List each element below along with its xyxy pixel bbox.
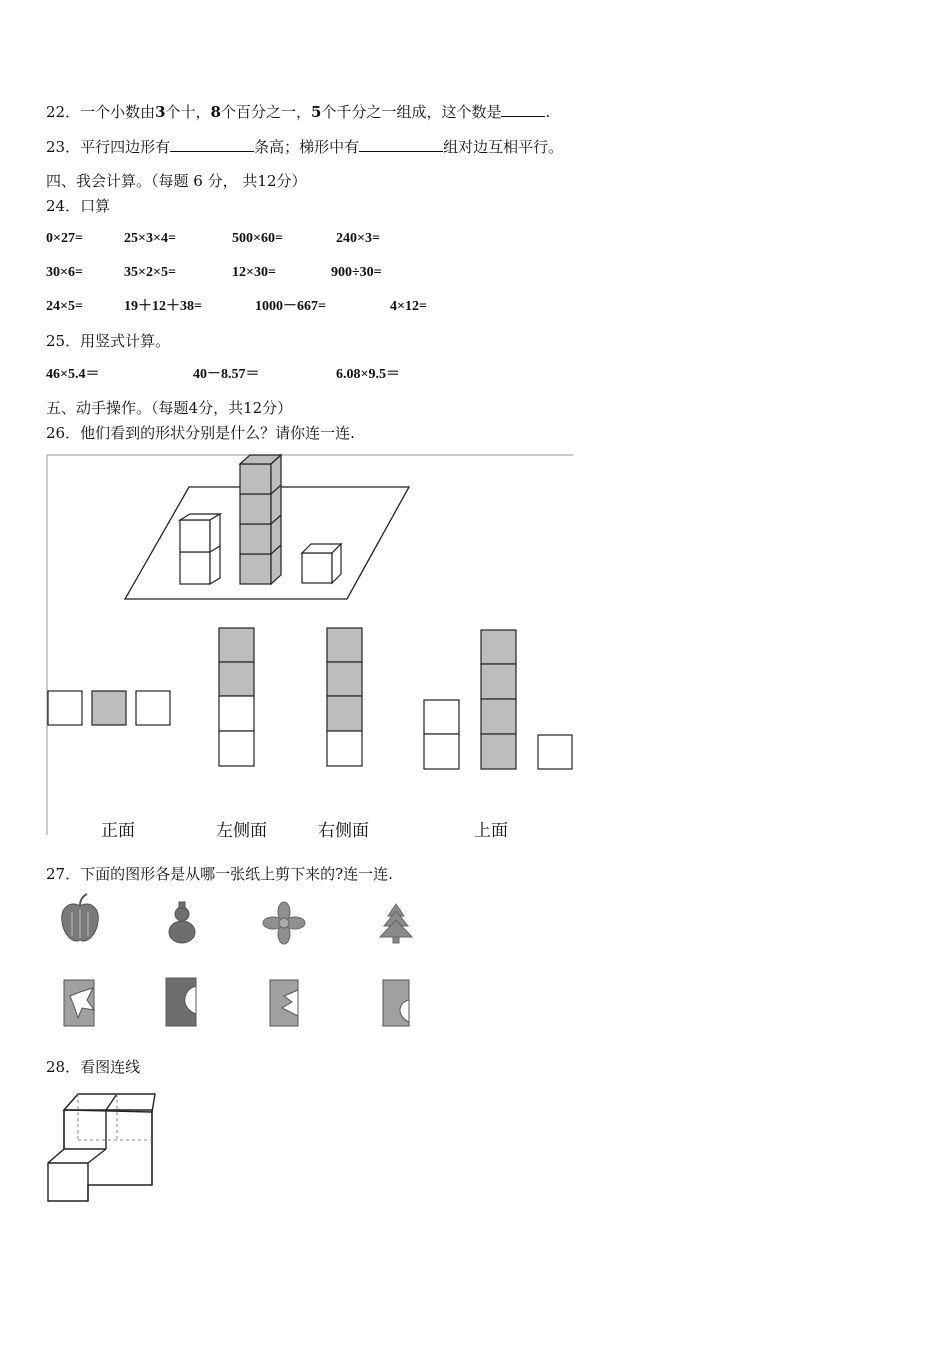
cube-stack-left — [180, 514, 220, 584]
caption-front: 正面 — [101, 821, 135, 841]
cut-paper-4 — [383, 980, 409, 1026]
apple-icon — [62, 894, 99, 941]
gourd-icon — [169, 902, 195, 943]
section-5-title: 五、动手操作。（每题4分，共12分） — [46, 399, 293, 417]
calc-item: 30×6= — [46, 265, 83, 280]
question-28-label: 28．看图连线 — [46, 1058, 141, 1076]
calc-item: 19＋12＋38= — [124, 299, 202, 314]
cut-paper-2 — [166, 978, 196, 1026]
cube-single — [302, 544, 341, 583]
view-right-side — [327, 628, 362, 766]
section-4-title: 四、我会计算。（每题 6 分， 共12分） — [46, 172, 307, 190]
calc-item: 500×60= — [232, 231, 283, 246]
vertical-calc-item: 40－8.57＝ — [193, 367, 260, 382]
view-top — [424, 630, 572, 769]
question-26-label: 26．他们看到的形状分别是什么？请你连一连. — [46, 424, 355, 442]
calc-item: 35×2×5= — [124, 265, 176, 280]
question-23: 23．平行四边形有 条高；梯形中有 组对边互相平行。 — [46, 138, 564, 156]
flower-icon — [263, 902, 305, 944]
question-25-label: 25．用竖式计算。 — [46, 332, 171, 350]
question-27-label: 27．下面的图形各是从哪一张纸上剪下来的?连一连. — [46, 865, 393, 883]
view-front — [48, 691, 170, 725]
calc-item: 900÷30= — [331, 265, 382, 280]
caption-top: 上面 — [474, 821, 508, 841]
calc-item: 240×3= — [336, 231, 380, 246]
solid-figure — [48, 1094, 155, 1201]
cube-stack-gray — [240, 455, 281, 584]
calc-item: 24×5= — [46, 299, 83, 314]
calc-item: 1000－667= — [255, 299, 326, 314]
tree-icon — [380, 904, 412, 943]
cut-paper-3 — [270, 980, 298, 1026]
view-left-side — [219, 628, 254, 766]
calc-item: 25×3×4= — [124, 231, 176, 246]
calc-item: 12×30= — [232, 265, 276, 280]
cut-paper-1 — [64, 980, 94, 1026]
caption-right-side: 右侧面 — [318, 821, 369, 841]
question-24-label: 24．口算 — [46, 197, 111, 215]
solid-figure-hidden — [78, 1094, 152, 1140]
calc-item: 0×27= — [46, 231, 83, 246]
calc-item: 4×12= — [390, 299, 427, 314]
caption-left-side: 左侧面 — [216, 821, 267, 841]
vertical-calc-item: 6.08×9.5＝ — [336, 367, 400, 382]
vertical-calc-item: 46×5.4＝ — [46, 367, 100, 382]
question-22: 22．一个小数由3个十，8个百分之一，5个千分之一组成，这个数是 . — [46, 103, 551, 121]
